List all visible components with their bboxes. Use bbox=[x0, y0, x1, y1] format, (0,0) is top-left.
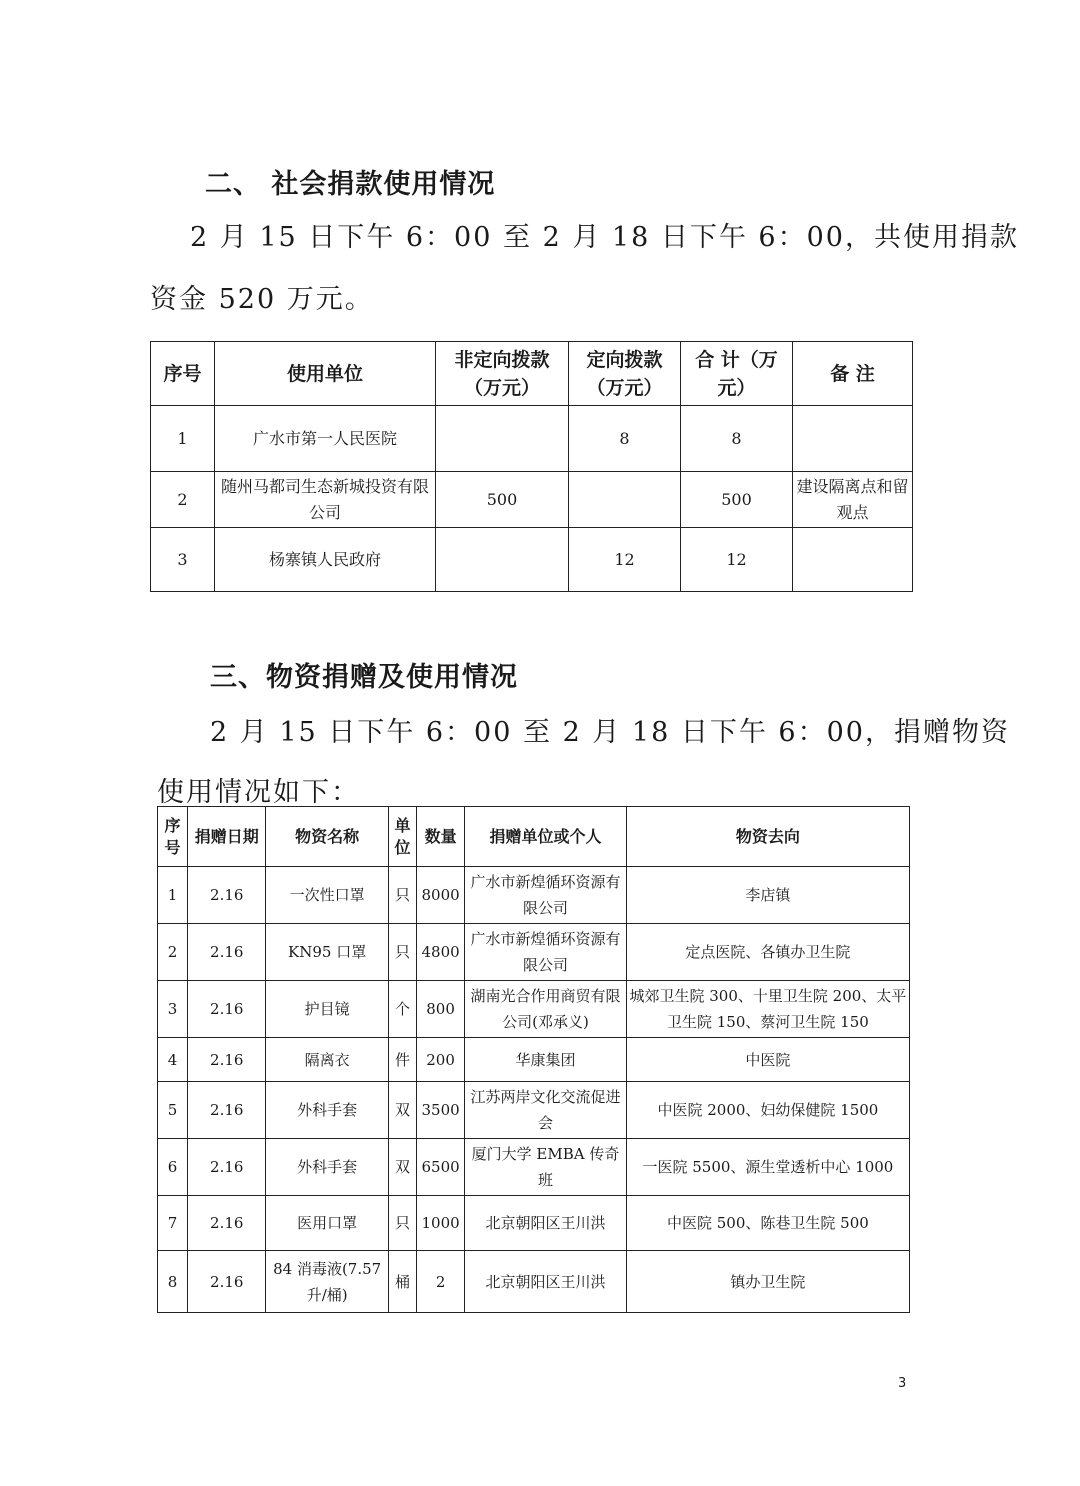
table-cell: 外科手套 bbox=[266, 1082, 388, 1139]
table-cell: 3500 bbox=[417, 1082, 465, 1139]
table-cell: 8000 bbox=[417, 867, 465, 924]
table-cell bbox=[569, 472, 681, 528]
section2-paragraph-line2: 资金 520 万元。 bbox=[150, 284, 374, 315]
table-cell: 3 bbox=[158, 981, 188, 1038]
table-cell: 8 bbox=[158, 1251, 188, 1313]
table-cell: 外科手套 bbox=[266, 1139, 388, 1196]
header-cell: 备 注 bbox=[793, 342, 913, 406]
table-cell: 只 bbox=[388, 924, 416, 981]
table-cell: 7 bbox=[158, 1196, 188, 1251]
table-cell bbox=[436, 406, 569, 472]
header-cell: 捐赠单位或个人 bbox=[465, 807, 627, 867]
table-cell: 护目镜 bbox=[266, 981, 388, 1038]
table-cell: 8 bbox=[681, 406, 793, 472]
table-cell: 定点医院、各镇办卫生院 bbox=[626, 924, 909, 981]
table-cell: 2.16 bbox=[188, 924, 266, 981]
table-cell: 12 bbox=[569, 528, 681, 592]
table-cell: 8 bbox=[569, 406, 681, 472]
header-cell: 序号 bbox=[158, 807, 188, 867]
table-row bbox=[158, 1251, 910, 1313]
table-cell: 只 bbox=[388, 1196, 416, 1251]
header-cell: 捐赠日期 bbox=[188, 807, 266, 867]
table-cell: 广水市第一人民医院 bbox=[215, 406, 436, 472]
header-cell: 单位 bbox=[388, 807, 416, 867]
table-row bbox=[158, 1038, 910, 1082]
table-cell: 厦门大学 EMBA 传奇班 bbox=[465, 1139, 627, 1196]
table-cell: 只 bbox=[388, 867, 416, 924]
table-cell: 李店镇 bbox=[626, 867, 909, 924]
table-cell: 随州马都司生态新城投资有限公司 bbox=[215, 472, 436, 528]
table-row bbox=[158, 867, 910, 924]
header-cell: 定向拨款（万元） bbox=[569, 342, 681, 406]
table-cell: 2 bbox=[151, 472, 215, 528]
table-cell: 3 bbox=[151, 528, 215, 592]
table-cell: 城郊卫生院 300、十里卫生院 200、太平卫生院 150、蔡河卫生院 150 bbox=[626, 981, 909, 1038]
table-cell bbox=[793, 406, 913, 472]
table-cell: 1000 bbox=[417, 1196, 465, 1251]
page-number: 3 bbox=[898, 1376, 907, 1391]
table-cell: 镇办卫生院 bbox=[626, 1251, 909, 1313]
table-cell: 华康集团 bbox=[465, 1038, 627, 1082]
section3-heading: 三、物资捐赠及使用情况 bbox=[210, 662, 518, 693]
section2-heading: 二、 社会捐款使用情况 bbox=[205, 169, 496, 200]
header-cell: 序号 bbox=[151, 342, 215, 406]
table-cell: 2.16 bbox=[188, 867, 266, 924]
table-cell: 1 bbox=[158, 867, 188, 924]
header-cell: 数量 bbox=[417, 807, 465, 867]
table-row bbox=[158, 1196, 910, 1251]
table-header-row bbox=[158, 807, 910, 867]
table-row bbox=[158, 981, 910, 1038]
table-header-row bbox=[151, 342, 913, 406]
table-cell: 中医院 bbox=[626, 1038, 909, 1082]
table-cell: 84 消毒液(7.57 升/桶) bbox=[266, 1251, 388, 1313]
material-donation-table bbox=[157, 806, 910, 1313]
table-cell: 6 bbox=[158, 1139, 188, 1196]
table-row bbox=[151, 472, 913, 528]
table-cell: 中医院 500、陈巷卫生院 500 bbox=[626, 1196, 909, 1251]
table-cell: 湖南光合作用商贸有限公司(邓承义) bbox=[465, 981, 627, 1038]
table-cell: 医用口罩 bbox=[266, 1196, 388, 1251]
table-cell: KN95 口罩 bbox=[266, 924, 388, 981]
header-cell: 使用单位 bbox=[215, 342, 436, 406]
donation-usage-table bbox=[150, 341, 913, 592]
table-cell: 建设隔离点和留观点 bbox=[793, 472, 913, 528]
table-cell: 5 bbox=[158, 1082, 188, 1139]
section2-paragraph-line1: 2 月 15 日下午 6：00 至 2 月 18 日下午 6：00，共使用捐款 bbox=[190, 222, 1019, 253]
header-cell: 物资去向 bbox=[626, 807, 909, 867]
table-cell: 2.16 bbox=[188, 981, 266, 1038]
table-cell: 广水市新煌循环资源有限公司 bbox=[465, 924, 627, 981]
table-cell: 1 bbox=[151, 406, 215, 472]
table-cell: 2.16 bbox=[188, 1139, 266, 1196]
table-cell: 500 bbox=[681, 472, 793, 528]
table-cell: 一次性口罩 bbox=[266, 867, 388, 924]
table-cell: 北京朝阳区王川洪 bbox=[465, 1251, 627, 1313]
table-cell: 双 bbox=[388, 1139, 416, 1196]
table-cell: 2.16 bbox=[188, 1082, 266, 1139]
table-cell: 中医院 2000、妇幼保健院 1500 bbox=[626, 1082, 909, 1139]
table-row bbox=[151, 528, 913, 592]
table-cell: 2.16 bbox=[188, 1196, 266, 1251]
table-cell bbox=[436, 528, 569, 592]
table-cell: 一医院 5500、源生堂透析中心 1000 bbox=[626, 1139, 909, 1196]
table-cell: 2.16 bbox=[188, 1038, 266, 1082]
table-row bbox=[158, 1139, 910, 1196]
table-row bbox=[151, 406, 913, 472]
table-cell: 12 bbox=[681, 528, 793, 592]
table-cell: 4800 bbox=[417, 924, 465, 981]
table-cell: 隔离衣 bbox=[266, 1038, 388, 1082]
table-cell: 800 bbox=[417, 981, 465, 1038]
section3-paragraph-line2: 使用情况如下： bbox=[157, 777, 360, 808]
table-cell: 2 bbox=[417, 1251, 465, 1313]
table-cell: 2.16 bbox=[188, 1251, 266, 1313]
table-cell: 广水市新煌循环资源有限公司 bbox=[465, 867, 627, 924]
table-cell: 江苏两岸文化交流促进会 bbox=[465, 1082, 627, 1139]
table-cell: 200 bbox=[417, 1038, 465, 1082]
table-cell: 500 bbox=[436, 472, 569, 528]
header-cell: 合 计（万元） bbox=[681, 342, 793, 406]
header-cell: 非定向拨款（万元） bbox=[436, 342, 569, 406]
table-cell: 北京朝阳区王川洪 bbox=[465, 1196, 627, 1251]
header-cell: 物资名称 bbox=[266, 807, 388, 867]
table-cell: 双 bbox=[388, 1082, 416, 1139]
table-row bbox=[158, 924, 910, 981]
table-cell: 桶 bbox=[388, 1251, 416, 1313]
table-cell: 件 bbox=[388, 1038, 416, 1082]
table-cell: 6500 bbox=[417, 1139, 465, 1196]
table-cell: 4 bbox=[158, 1038, 188, 1082]
table-cell: 个 bbox=[388, 981, 416, 1038]
table-cell bbox=[793, 528, 913, 592]
table-row bbox=[158, 1082, 910, 1139]
section3-paragraph-line1: 2 月 15 日下午 6：00 至 2 月 18 日下午 6：00，捐赠物资 bbox=[210, 717, 1010, 748]
table-cell: 杨寨镇人民政府 bbox=[215, 528, 436, 592]
table-cell: 2 bbox=[158, 924, 188, 981]
